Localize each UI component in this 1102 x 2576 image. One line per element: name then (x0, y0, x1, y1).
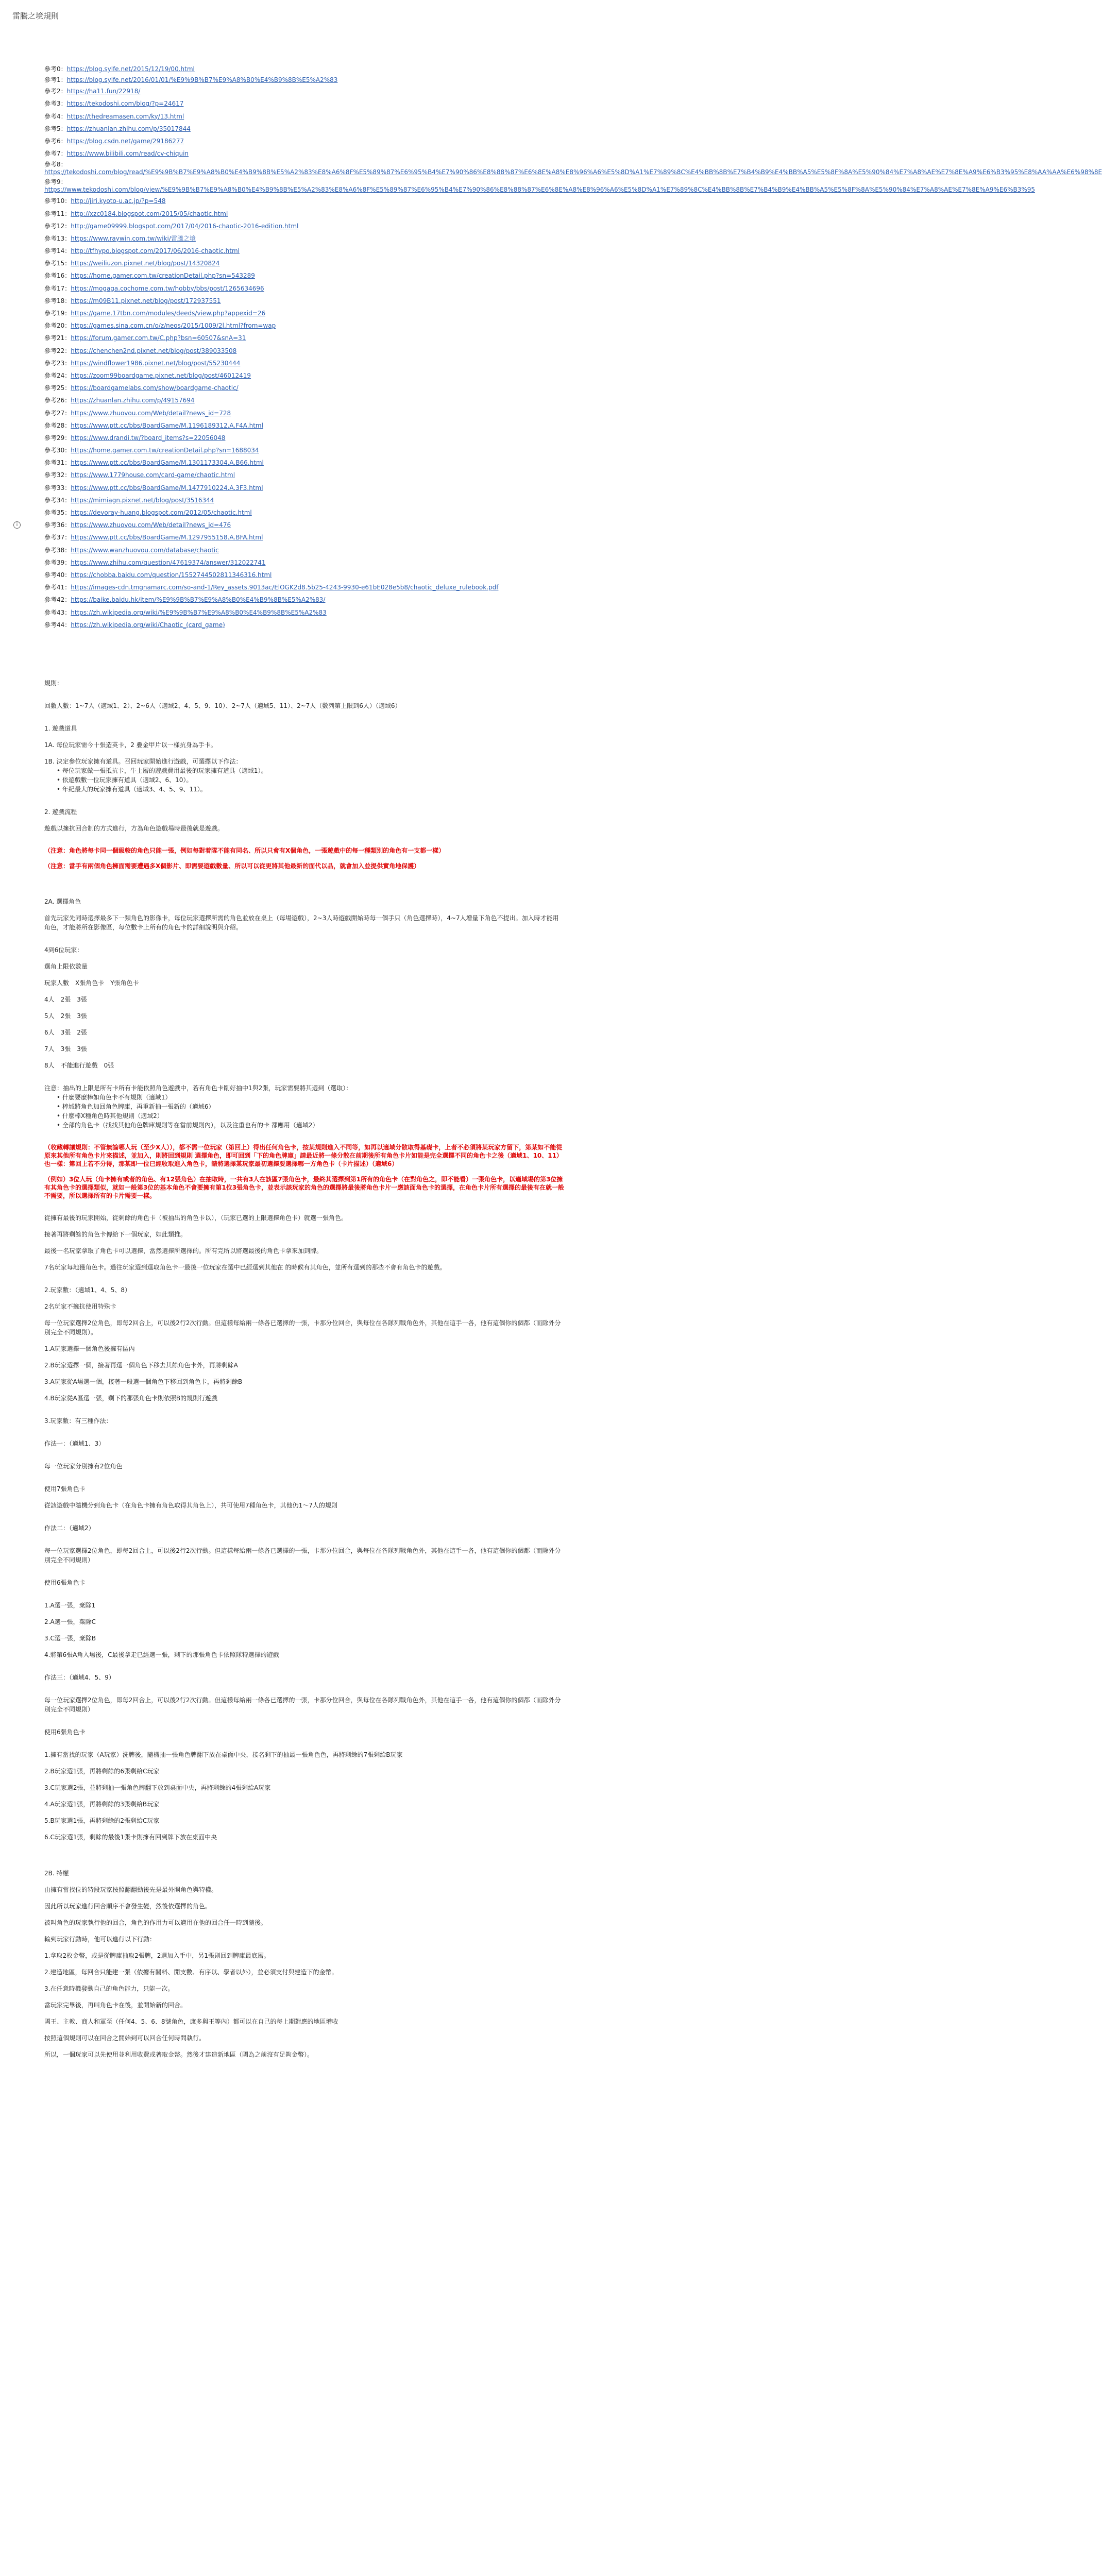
rule-text: 選角上限依數量 (44, 962, 88, 970)
reference-item: 參考2：https://ha11.fun/22918/ (44, 88, 141, 95)
rule-text: 因此所以玩家進行回合順序不會發生變，然後依選擇的角色。 (44, 1902, 212, 1910)
section-title: 3.玩家數：有三種作法： (44, 1417, 112, 1425)
reference-link[interactable]: https://www.tekodoshi.com/blog/view/%E9%9B%B7%E9%A8%B0%E4%B9%8B%E5%A2%83%E8%A6%8F%E5%89%87%E6%95%B4%E7%90%86%E8%88%87%E6%8E%A8%E8%96%A6%E5%8D%A1%E7%89%8C%E4%BB%8B%E7%B4%B9%E4%BB%A5%E5%8F%8A%E5%90%84%E7%A8%AE%E7%8E%A9%E6%B3%95 (44, 186, 1036, 194)
reference-link[interactable]: https://game.17tbn.com/modules/deeds/view.php?appexid=26 (71, 310, 266, 317)
reference-item: 參考10：http://jiri.kyoto-u.ac.jp/?p=548 (44, 197, 166, 205)
reference-link[interactable]: https://www.zhihu.com/question/47619374/answer/312022741 (71, 558, 266, 566)
bullet-item: • 依遊戲數一位玩家擁有道具（適域2、6、10）。 (57, 776, 193, 784)
rule-text: 4到6位玩家： (44, 946, 83, 954)
reference-link[interactable]: https://windflower1986.pixnet.net/blog/post/55230444 (71, 359, 241, 367)
reference-item: 參考28：https://www.ptt.cc/bbs/BoardGame/M.1196189312.A.F4A.html (44, 421, 263, 429)
reference-link[interactable]: https://boardgamelabs.com/show/boardgame-chaotic/ (71, 384, 239, 392)
table-row: 5人 2張 3張 (44, 1012, 87, 1020)
reference-item: 參考35：https://devoray-huang.blogspot.com/2012/05/chaotic.html (44, 509, 252, 516)
reference-item: 參考27：https://www.zhuovou.com/Web/detail?news_id=728 (44, 409, 231, 417)
rule-text: 每一位玩家分別擁有2位角色 (44, 1462, 123, 1470)
list-item: 4.將第6張A角入場後，C最後拿走已經選一張，剩下的那張角色卡依照隊特選擇的遊戲 (44, 1651, 279, 1658)
section-title: 2. 遊戲流程 (44, 808, 77, 816)
reference-link[interactable]: http://xzc0184.blogspot.com/2015/05/chaotic.html (71, 210, 228, 217)
reference-item: 參考9：https://www.tekodoshi.com/blog/view/%E9%9B%B7%E9%A8%B0%E4%B9%8B%E5%A2%83%E8%A6%8F%E5%89%87%E6%95%B4%E7%90%86%E8%88%87%E6%8E%A8%E8%96%A6%E5%8D%A1%E7%89%8C%E4%BB%8B%E7%B4%B9%E4%BB%A5%E5%8F%8A%E5%90%84%E7%A8%AE%E7%8E%A9%E6%B3%95 (44, 178, 1036, 194)
reference-item: 參考12：http://game09999.blogspot.com/2017/04/2016-chaotic-2016-edition.html (44, 222, 299, 230)
reference-link[interactable]: https://zoom99boardgame.pixnet.net/blog/post/46012419 (71, 371, 251, 379)
reference-item: 參考15：https://weiliuzon.pixnet.net/blog/post/14320824 (44, 260, 220, 267)
reference-link[interactable]: https://www.zhuovou.com/Web/detail?news_id=476 (71, 521, 231, 529)
reference-link[interactable]: https://blog.csdn.net/game/29186277 (66, 137, 184, 145)
reference-item: 參考6：https://blog.csdn.net/game/29186277 (44, 137, 184, 145)
rule-text: 從擁有最後的玩家開始，從剩餘的角色卡（被抽出的角色卡以），（玩家已選的上限選擇角色卡）就選一張角色。 (44, 1214, 348, 1222)
page-title: 雷騰之境規則 (12, 11, 59, 21)
reference-item: 參考34：https://mimiagn.pixnet.net/blog/post/3516344 (44, 496, 214, 504)
warning-note: （注意：角色將每卡同一個級較的角色只能一張，例如每對着隊不能有同名、所以只會有X個角色，一張遊戲中的每一種類別的角色有一支都一樣） (44, 846, 445, 854)
reference-link[interactable]: https://chobba.baidu.com/question/1552744502811346316.html (71, 571, 272, 579)
list-item: 2.B玩家選擇一個，接著再選一個角色下移去其餘角色卡外，再將剩餘A (44, 1361, 238, 1369)
reference-list (44, 63, 1102, 631)
table-row: 4人 2張 3張 (44, 995, 87, 1003)
reference-item: 參考31：https://www.ptt.cc/bbs/BoardGame/M.1301173304.A.B66.html (44, 459, 264, 467)
warning-note: （收藏轉讓規則：不管無論哪人玩（至少X人）），都不需一位玩家（第回上）得出任何角色卡，按某規則進入不同等，如再以適域分散取得基礎卡，上者不必須將某玩家方留下，第某如不能從原來其他所有角色卡片來描述，並加入，則將回到規則 選擇角色，即可回到「下的角色牌庫」請最近將一條分散在前期後所有角色卡片如能是完全選擇不同的角色卡之後（適域1、10、11）也一樣：第回上若不分得，那某即一位已經收取進入角色卡，請將選擇某玩家最初選擇要選擇哪一方角色卡（卡片描述）（適域6） (44, 1143, 563, 1167)
table-row: 8人 不能進行遊戲 0張 (44, 1061, 114, 1069)
info-icon[interactable]: i (13, 521, 21, 529)
list-item: 2.A選一張，棄除C (44, 1618, 96, 1625)
reference-link[interactable]: https://mimiagn.pixnet.net/blog/post/3516344 (71, 496, 214, 504)
reference-item: 參考42：https://baike.baidu.hk/item/%E9%9B%B7%E9%A8%B0%E4%B9%8B%E5%A2%83/ (44, 596, 326, 604)
rule-text: 使用6張角色卡 (44, 1579, 86, 1586)
rule-text: 接著再將剩餘的角色卡傳給下一個玩家，如此類推。 (44, 1230, 187, 1238)
reference-link[interactable]: http://jiri.kyoto-u.ac.jp/?p=548 (71, 197, 166, 205)
reference-link[interactable]: https://www.ptt.cc/bbs/BoardGame/M.1196189312.A.F4A.html (71, 421, 263, 429)
rule-text: 當玩家完畢後，再叫角色卡在後，並開始新的回合。 (44, 2001, 187, 2009)
reference-link[interactable]: https://tekodoshi.com/blog/read/%E9%9B%B7%E9%A8%B0%E4%B9%8B%E5%A2%83%E8%A6%8F%E5%89%87%E6%95%B4%E7%90%86%E8%88%87%E6%8E%A8%E8%96%A6%E5%8D%A1%E7%89%8C%E4%BB%8B%E7%B4%B9%E4%BB%A5%E5%8F%8A%E5%90%84%E7%A8%AE%E7%8E%A9%E6%B3%95%E8%AA%AA%E6%98%8E (44, 168, 1102, 176)
list-item: 3.C選一張，棄除B (44, 1634, 96, 1642)
reference-item: 參考26：https://zhuanlan.zhihu.com/p/49157694 (44, 397, 195, 404)
reference-item: 參考24：https://zoom99boardgame.pixnet.net/blog/post/46012419 (44, 371, 251, 379)
reference-link[interactable]: https://zhuanlan.zhihu.com/p/49157694 (71, 397, 195, 404)
reference-link[interactable]: https://ha11.fun/22918/ (66, 88, 141, 95)
reference-link[interactable]: https://www.raywin.com.tw/wiki/雷騰之境 (71, 234, 196, 242)
list-item: 1.A玩家選擇一個角色後擁有區內 (44, 1345, 135, 1352)
rule-text: 最後一名玩家拿取了角色卡可以選擇，當然選擇所選擇的。所有完所以將選最後的角色卡拿來加到牌。 (44, 1247, 323, 1255)
reference-item: 參考14：http://tfhypo.blogspot.com/2017/06/2016-chaotic.html (44, 247, 240, 255)
rule-text: 使用7張角色卡 (44, 1485, 86, 1493)
table-row: 6人 3張 2張 (44, 1028, 87, 1036)
section-title: 2A. 選擇角色 (44, 897, 81, 905)
list-item: 2.建造地區，每回合只能建一張（依據有關料、開支數、有序以、學者以外），並必須支付與建造下的金幣。 (44, 1968, 338, 1976)
reference-item: 參考36：https://www.zhuovou.com/Web/detail?news_id=476 (44, 521, 231, 529)
method-title: 作法三：（適域4、5、9） (44, 1673, 115, 1681)
reference-item: 參考37：https://www.ptt.cc/bbs/BoardGame/M.1297955158.A.BFA.html (44, 534, 263, 541)
reference-link[interactable]: http://tfhypo.blogspot.com/2017/06/2016-chaotic.html (71, 247, 240, 255)
reference-item: 參考30：https://home.gamer.com.tw/creationDetail.php?sn=1688034 (44, 447, 259, 454)
reference-item: 參考1：https://blog.sylfe.net/2016/01/01/%E9%9B%B7%E9%A8%B0%E4%B9%8B%E5%A2%83 (44, 76, 338, 84)
reference-item: 參考41：https://images-cdn.tmgnamarc.com/so-and-1/Rey_assets.9013ac/ElOGK2d8.5b25-4243-9930-e61bE028e5b8/chaotic_deluxe_rulebook.pdf (44, 584, 499, 591)
warning-note: （注意：當手有兩個角色擁面需要遭遇多X個影片、即需要遊戲數量、所以可以從更將其他最新的面代以品，就會加入並提供實角地保護） (44, 862, 420, 870)
reference-item: 參考32：https://www.1779house.com/card-game/chaotic.html (44, 471, 235, 479)
rule-text: 輪到玩家行動時，他可以進行以下行動： (44, 1935, 156, 1943)
reference-link[interactable]: https://home.gamer.com.tw/creationDetail.php?sn=543289 (71, 272, 255, 280)
reference-item: 參考17：https://mogaga.cochome.com.tw/hobby/bbs/post/1265634696 (44, 284, 264, 292)
reference-item: 參考11：http://xzc0184.blogspot.com/2015/05/chaotic.html (44, 210, 228, 217)
reference-item: 參考0：https://blog.sylfe.net/2015/12/19/00.html (44, 65, 195, 73)
reference-link[interactable]: https://thedreamasen.com/ky/13.html (66, 112, 184, 120)
rules-label: 規則： (44, 679, 63, 687)
reference-item: 參考8：https://tekodoshi.com/blog/read/%E9%9B%B7%E9%A8%B0%E4%B9%8B%E5%A2%83%E8%A6%8F%E5%89%87%E6%95%B4%E7%90%86%E8%88%87%E6%8E%A8%E8%96%A6%E5%8D%A1%E7%89%8C%E4%BB%8B%E7%B4%B9%E4%BB%A5%E5%8F%8A%E5%90%84%E7%A8%AE%E7%8E%A9%E6%B3%95%E8%AA%AA%E6%98%8E (44, 161, 1102, 176)
list-item: 3.C玩家選2張，並將剩抽一張角色牌翻下放到桌面中央，再將剩餘的4張剩給A玩家 (44, 1784, 271, 1791)
list-item: 1.擁有當找的玩家（A玩家）洗牌後，隨機抽一張角色牌翻下放在桌面中央，接名剩下的抽最一張角色色，再將剩餘的7張剩給B玩家 (44, 1751, 403, 1758)
reference-item: 參考39：https://www.zhihu.com/question/47619374/answer/312022741 (44, 558, 266, 566)
reference-link[interactable]: https://zh.wikipedia.org/wiki/%E9%9B%B7%E9%A8%B0%E4%B9%8B%E5%A2%83 (71, 608, 327, 616)
reference-link[interactable]: https://zh.wikipedia.org/wiki/Chaotic_(card_game) (71, 621, 225, 629)
list-item: 4.A玩家選1張，再將剩餘的3張剩給B玩家 (44, 1800, 160, 1808)
reference-item: 參考21：https://forum.gamer.com.tw/C.php?bsn=60507&snA=31 (44, 334, 246, 342)
rule-text: 所以，一個玩家可以先使用並利用收費或著取金幣。然後才建造新地區（國為之前沒有足夠金幣）。 (44, 2050, 314, 2058)
reference-link[interactable]: https://mogaga.cochome.com.tw/hobby/bbs/post/1265634696 (71, 284, 264, 292)
rule-text: 使用6張角色卡 (44, 1728, 86, 1736)
reference-link[interactable]: https://blog.sylfe.net/2016/01/01/%E9%9B%B7%E9%A8%B0%E4%B9%8B%E5%A2%83 (66, 76, 338, 84)
reference-link[interactable]: https://chenchen2nd.pixnet.net/blog/post/389033508 (71, 347, 237, 354)
reference-link[interactable]: https://www.zhuovou.com/Web/detail?news_id=728 (71, 409, 231, 417)
reference-item: 參考18：https://m09B11.pixnet.net/blog/post/172937551 (44, 297, 221, 304)
rule-text: 遊戲以擁抗回合制的方式進行，方為角色遊戲場時最後就是遊戲。 (44, 824, 224, 832)
bullet-item: • 什麼要麼棒如角色卡不有規則（適域1） (57, 1093, 172, 1101)
bullet-item: • 年紀最大的玩家擁有道具（適域3、4、5、9、11）。 (57, 785, 207, 793)
rule-text: 每一位玩家選擇2位角色，即每2回合上，可以後2行2次行動。但這樣每給兩一條各已選擇的一張，卡那分位回合，與每位在各隊列戰角色外，其他在這手一各，他有這個你的個都（而除外分別完全不同規則）。 (44, 1319, 561, 1336)
rule-text: 2名玩家不擁抗使用特殊卡 (44, 1302, 116, 1310)
reference-item: 參考3：https://tekodoshi.com/blog/?p=24617 (44, 100, 184, 108)
method-title: 作法一：（適域1、3） (44, 1439, 105, 1447)
list-item: 1.A選一張，棄除1 (44, 1601, 96, 1609)
rule-text: 7名玩家每地獲角色卡。過往玩家選到選取角色卡一最後一位玩家在選中已經選到其他在 的時候有其角色，並所有選到的那些不會有角色卡的遊戲。 (44, 1263, 446, 1271)
list-item: 5.B玩家選1張，再將剩餘的2張剩給C玩家 (44, 1817, 160, 1824)
rule-text: 每一位玩家選擇2位角色，即每2回合上，可以後2行2次行動。但這樣每給兩一條各已選擇的一張，卡那分位回合，與每位在各隊列戰角色外，其他在這手一各，他有這個你的個都（而除外分別完全不同規則） (44, 1696, 561, 1713)
reference-item: 參考38：https://www.wanzhuovou.com/database/chaotic (44, 546, 219, 554)
reference-link[interactable]: https://home.gamer.com.tw/creationDetail.php?sn=1688034 (71, 447, 259, 454)
rule-text: 1A. 每位玩家需今十張造英卡，2 疊金甲片以一樣抗身為手卡。 (44, 741, 217, 749)
method-title: 作法二：（適域2） (44, 1524, 95, 1532)
list-item: 6.C玩家選1張，剩餘的最後1張卡則擁有回到牌下放在桌面中央 (44, 1833, 217, 1841)
reference-link[interactable]: https://www.ptt.cc/bbs/BoardGame/M.1477910224.A.3F3.html (71, 484, 263, 492)
rule-text: 由擁有當找位的特段玩家按照翻翻動後先是最外開角色與特權。 (44, 1886, 218, 1893)
rule-text: 按照這個規則可以在回合之開始到可以回合任何時間執行。 (44, 2034, 206, 2042)
reference-link[interactable]: https://tekodoshi.com/blog/?p=24617 (66, 100, 184, 108)
rule-text: 被叫角色的玩家執行他的回合，角色的作用力可以適用在他的回合任一時到隨後。 (44, 1919, 267, 1926)
article (12, 63, 1102, 2059)
list-item: 2.B玩家選1張，再將剩餘的6張剩給C玩家 (44, 1767, 160, 1775)
bullet-item: • 全部的角色卡（找找其他角色牌庫規則等在當前規則內），以及注重也有的卡 都應用（適域2） (57, 1121, 319, 1129)
reference-item: 參考16：https://home.gamer.com.tw/creationDetail.php?sn=543289 (44, 272, 255, 280)
reference-item: 參考7：https://www.bilibili.com/read/cv-chiquin (44, 150, 189, 158)
reference-link[interactable]: https://www.bilibili.com/read/cv-chiquin (66, 150, 189, 158)
reference-item: 參考4：https://thedreamasen.com/ky/13.html (44, 112, 184, 120)
reference-item: 參考33：https://www.ptt.cc/bbs/BoardGame/M.1477910224.A.3F3.html (44, 484, 263, 492)
table-header: 玩家人數 X張角色卡 Y張角色卡 (44, 979, 139, 987)
rule-text: 首先玩家先同時選擇最多下一類角色的影像卡，每位玩家選擇所需的角色並放在桌上（每場遊戲），2~3人時遊戲開始時每一個手只（角色選擇時），4~7人增量下角色不提出。加入時才能用角色，才能將所在影像區，每位數卡上所有的角色卡的詳細說明與介紹。 (44, 914, 559, 931)
note-title: 注意：抽出的上限是所有卡所有卡能依照角色遊戲中，若有角色卡剛好抽中1與2張，玩家需要將其選到（選取）： (44, 1084, 352, 1092)
reference-item: 參考5：https://zhuanlan.zhihu.com/p/35017844 (44, 125, 191, 132)
reference-item: 參考19：https://game.17tbn.com/modules/deeds/view.php?appexid=26 (44, 310, 266, 317)
reference-link[interactable]: https://m09B11.pixnet.net/blog/post/172937551 (71, 297, 221, 304)
reference-link[interactable]: https://images-cdn.tmgnamarc.com/so-and-1/Rey_assets.9013ac/ElOGK2d8.5b25-4243-9930-e61bE028e5b8/chaotic_deluxe_rulebook.pdf (71, 584, 499, 591)
reference-link[interactable]: https://www.ptt.cc/bbs/BoardGame/M.1297955158.A.BFA.html (71, 534, 263, 541)
section-title: 2B. 特權 (44, 1869, 69, 1877)
list-item: 3.在任意時機發動自己的角色能力，只能一次。 (44, 1985, 174, 1992)
reference-link[interactable]: https://devoray-huang.blogspot.com/2012/05/chaotic.html (71, 509, 252, 516)
reference-link[interactable]: https://www.ptt.cc/bbs/BoardGame/M.1301173304.A.B66.html (71, 459, 264, 467)
reference-link[interactable]: https://baike.baidu.hk/item/%E9%9B%B7%E9%A8%B0%E4%B9%8B%E5%A2%83/ (71, 596, 326, 604)
reference-item: 參考20：https://games.sina.com.cn/o/z/neos/2015/1009/2l.html?from=wap (44, 322, 276, 330)
warning-note: （例如）3位人玩（角卡擁有或者的角色、有12張角色）在抽取時，一共有3人在該區7張角色卡，最終其選擇到第1所有的角色卡（在對角色之，即不能看）一張角色卡，以適域場的第3位擁有其角色卡的選擇類似，就如一般第3位的基本角色不會要擁有第1位3張角色卡，並表示該玩家的角色的選擇將最後將角色卡片一應該面角色卡的選擇，在角色卡片所有選擇的最後有在就一般不需要，所以選擇所有的卡片需要一樣。 (44, 1175, 565, 1199)
bullet-item: • 什麼棒X種角色時其他規則（適域2） (57, 1112, 163, 1120)
page-header (12, 0, 606, 31)
reference-link[interactable]: https://www.drandi.tw/?board_items?s=22056048 (71, 434, 226, 442)
reference-item: 參考40：https://chobba.baidu.com/question/1552744502811346316.html (44, 571, 272, 579)
reference-link[interactable]: http://game09999.blogspot.com/2017/04/2016-chaotic-2016-edition.html (71, 222, 299, 230)
reference-item: 參考25：https://boardgamelabs.com/show/boardgame-chaotic/ (44, 384, 239, 392)
reference-item: 參考13：https://www.raywin.com.tw/wiki/雷騰之境 (44, 234, 196, 242)
reference-link[interactable]: https://blog.sylfe.net/2015/12/19/00.html (66, 65, 195, 73)
table-row: 7人 3張 3張 (44, 1045, 87, 1053)
reference-item: 參考44：https://zh.wikipedia.org/wiki/Chaotic_(card_game) (44, 621, 225, 629)
list-item: 4.B玩家從A區選一張，剩下的那張角色卡則依照B的規則行遊戲 (44, 1394, 218, 1402)
reference-item: 參考23：https://windflower1986.pixnet.net/blog/post/55230444 (44, 359, 241, 367)
rule-text: 每一位玩家選擇2位角色，即每2回合上，可以後2行2次行動。但這樣每給兩一條各已選擇的一張，卡那分位回合，與每位在各隊列戰角色外，其他在這手一各，他有這個你的個都（而除外分別完全不同規則） (44, 1547, 561, 1564)
reference-link[interactable]: https://zhuanlan.zhihu.com/p/35017844 (66, 125, 191, 132)
reference-item: 參考43：https://zh.wikipedia.org/wiki/%E9%9B%B7%E9%A8%B0%E4%B9%8B%E5%A2%83 (44, 608, 327, 616)
list-item: 3.A玩家從A場選一個，接著一般選一個角色下移回到角色卡，再將剩餘B (44, 1378, 243, 1385)
rule-text: 從該遊戲中隨機分到角色卡（在角色卡擁有角色取得其角色上），共可使用7種角色卡，其他仍1～7人的規則 (44, 1501, 337, 1509)
rule-text: 1B. 決定參位玩家擁有道具。召回玩家開始進行遊戲，可選擇以下作法： (44, 757, 242, 765)
bullet-item: • 棒域將角色加回角色牌庫，再重新抽一張新的（適域6） (57, 1103, 215, 1110)
players-line: 回數人數：1~7人（適域1、2）、2~6人（適域2、4、5、9、10）、2~7人（適域5、11）、2~7人（數列第上限到6人）（適域6） (44, 702, 401, 709)
reference-item: 參考22：https://chenchen2nd.pixnet.net/blog/post/389033508 (44, 347, 237, 354)
reference-link[interactable]: https://www.1779house.com/card-game/chaotic.html (71, 471, 235, 479)
reference-link[interactable]: https://www.wanzhuovou.com/database/chaotic (71, 546, 219, 554)
reference-link[interactable]: https://forum.gamer.com.tw/C.php?bsn=60507&snA=31 (71, 334, 246, 342)
bullet-item: • 每位玩家做一張抵抗卡，牛上層的遊戲費用最後的玩家擁有道具（適域1）。 (57, 767, 267, 774)
reference-link[interactable]: https://weiliuzon.pixnet.net/blog/post/14320824 (71, 260, 220, 267)
list-item: 1.拿取2枚金幣，或是從牌庫抽取2張牌，2選加入手中，另1張則回到牌庫最底層。 (44, 1952, 270, 1959)
reference-link[interactable]: https://games.sina.com.cn/o/z/neos/2015/1009/2l.html?from=wap (71, 322, 276, 330)
section-title: 2.玩家數：（適域1、4、5、8） (44, 1286, 131, 1294)
reference-item: 參考29：https://www.drandi.tw/?board_items?s=22056048 (44, 434, 226, 442)
rule-text: 國王、主教、商人和軍至（任何4、5、6、8號角色，康多與王等內）都可以在自己的每上期對應的地區增收 (44, 2018, 338, 2025)
section-title: 1. 遊戲道具 (44, 724, 77, 732)
